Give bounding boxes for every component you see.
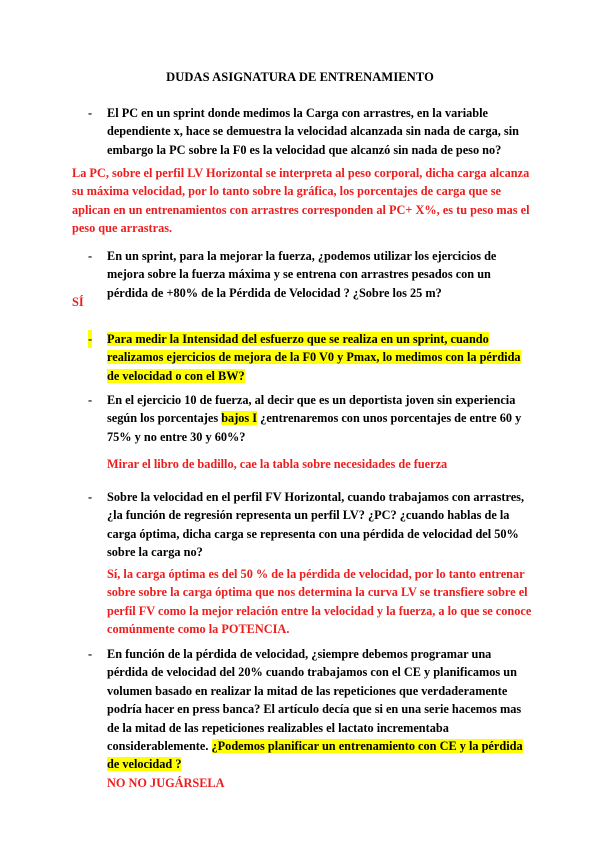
question-5-line-2: ¿la función de regresión representa un perfil LV? ¿PC? ¿cuando hablas de la xyxy=(107,508,510,523)
answer-2: SÍ xyxy=(72,295,84,309)
answer-5-line-3: perfil FV como la mejor relación entre la velocidad y la fuerza, a lo que se conoce xyxy=(107,603,532,618)
bullet-dash: - xyxy=(88,393,93,407)
answer-1 xyxy=(72,164,562,238)
question-4-line-2a: según los porcentajes xyxy=(107,411,222,426)
question-1-line-1: El PC en un sprint donde medimos la Carga con arrastres, en la variable xyxy=(107,106,488,120)
answer-1-line-4: peso que arrastras. xyxy=(72,221,173,236)
question-2-line-1: En un sprint, para la mejorar la fuerza, ¿podemos utilizar los ejercicios de xyxy=(107,249,497,263)
answer-1-line-2: su máxima velocidad, por lo tanto sobre la gráfica, los porcentajes de carga que se xyxy=(72,184,501,199)
bullet-dash: - xyxy=(88,647,93,661)
question-6-line-3: volumen basado en realizar la mitad de las repeticiones que verdaderamente xyxy=(107,683,508,698)
question-6-line-5: de la mitad de las repeticiones realizables el lactato incrementaba xyxy=(107,720,449,735)
question-5-line-3: carga óptima, dicha carga se representa con una pérdida de velocidad del 50% xyxy=(107,526,519,541)
question-3-line-3: de velocidad o con el BW? xyxy=(107,368,245,383)
question-5-line-1: Sobre la velocidad en el perfil FV Horizontal, cuando trabajamos con arrastres, xyxy=(107,490,525,504)
answer-1-line-3: aplican en un entrenamientos con arrastres corresponden al PC+ X%, es tu peso mas el xyxy=(72,202,530,217)
question-6-line-2: pérdida de velocidad del 20% cuando trabajamos con el CE y planificamos un xyxy=(107,665,517,680)
question-6-highlight-2: de velocidad ? xyxy=(107,757,182,772)
answer-5 xyxy=(107,565,577,639)
question-6-line-6a: considerablemente. xyxy=(107,739,212,754)
question-5-line-4: sobre la carga no? xyxy=(107,545,203,560)
question-4-line-1: En el ejercicio 10 de fuerza, al decir que es un deportista joven sin experiencia xyxy=(107,393,516,407)
answer-6: NO NO JUGÁRSELA xyxy=(107,775,225,790)
answer-1-line-1: La PC, sobre el perfil LV Horizontal se interpreta al peso corporal, dicha carga alcanza xyxy=(72,166,530,180)
answer-4: Mirar el libro de badillo, cae la tabla sobre necesidades de fuerza xyxy=(107,457,448,471)
bullet-dash: - xyxy=(88,490,93,504)
page-title: DUDAS ASIGNATURA DE ENTRENAMIENTO xyxy=(166,70,434,84)
question-6-line-1: En función de la pérdida de velocidad, ¿siempre debemos programar una xyxy=(107,647,492,661)
answer-5-line-4: comúnmente como la POTENCIA. xyxy=(107,622,290,637)
question-4-highlight: bajos I xyxy=(221,411,258,426)
question-2-line-3: pérdida de +80% de la Pérdida de Velocidad ? ¿Sobre los 25 m? xyxy=(107,285,442,300)
answer-5-line-1: Sí, la carga óptima es del 50 % de la pérdida de velocidad, por lo tanto entrenar xyxy=(107,567,525,581)
question-1-line-3: embargo la PC sobre la F0 es la velocidad que alcanzó sin nada de peso no? xyxy=(107,142,502,157)
bullet-dash: - xyxy=(88,249,93,263)
question-6-highlight-1: ¿Podemos planificar un entrenamiento con CE y la pérdida xyxy=(211,739,523,754)
question-1-line-2: dependiente x, hace se demuestra la velocidad alcanzada sin nada de carga, sin xyxy=(107,124,519,139)
question-4-line-3: 75% y no entre 30 y 60%? xyxy=(107,429,246,444)
question-3-line-2: realizamos ejercicios de mejora de la F0 V0 y Pmax, lo medimos con la pérdida xyxy=(107,350,521,365)
question-4-line-2b: ¿entrenaremos con unos porcentajes de entre 60 y xyxy=(257,411,522,426)
question-3-line-1: Para medir la Intensidad del esfuerzo que se realiza en un sprint, cuando xyxy=(107,332,489,346)
question-2-line-2: mejora sobre la fuerza máxima y se entrena con arrastres pesados con un xyxy=(107,267,491,282)
question-6-line-4: podría hacer en press banca? El artículo decía que si en una serie hacemos mas xyxy=(107,702,522,717)
bullet-dash: - xyxy=(88,106,93,120)
answer-5-line-2: sobre sobre la carga óptima que nos determina la curva LV se transfiere sobre el xyxy=(107,585,528,600)
bullet-dash: - xyxy=(88,330,92,348)
